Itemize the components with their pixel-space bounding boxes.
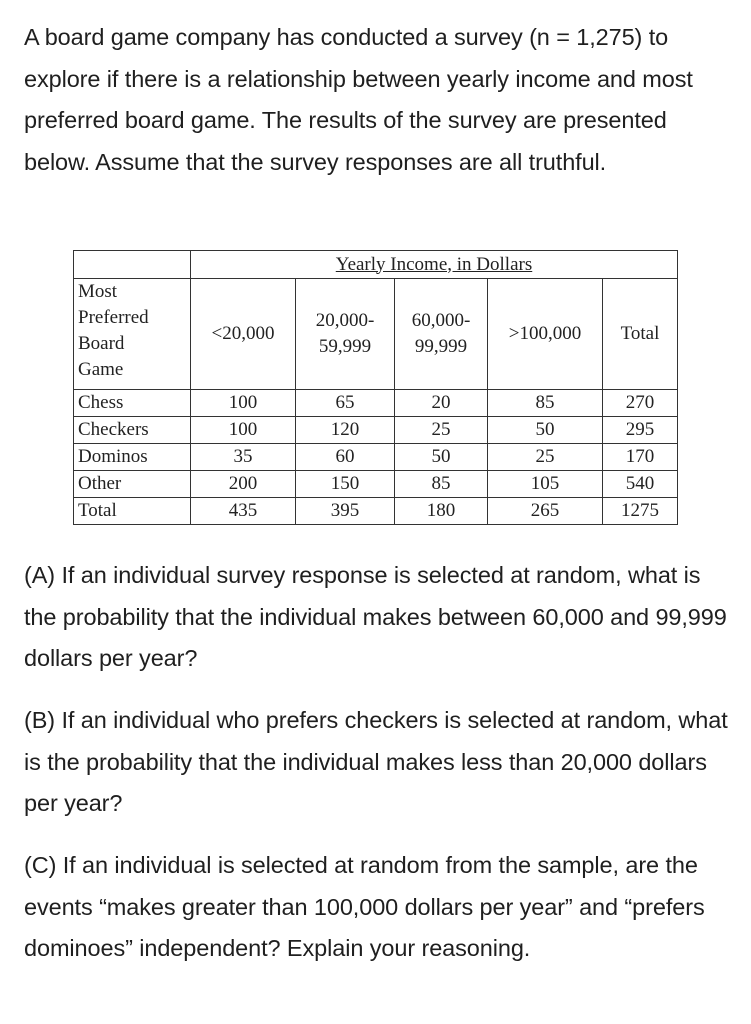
table-cell: 20 (395, 390, 488, 417)
table-cell: 170 (603, 444, 678, 471)
question-a: (A) If an individual survey response is selected at random, what is the probability that the individual makes between 60,000 and 99,999 dollars per year? (24, 562, 727, 671)
column-header-60k-99k (395, 279, 488, 390)
table-cell: 435 (191, 498, 296, 525)
table-cell: 1275 (603, 498, 678, 525)
table-cell: 270 (603, 390, 678, 417)
table-cell: 35 (191, 444, 296, 471)
column-header-lt20k (191, 279, 296, 390)
row-header-cell (74, 279, 191, 390)
table-title (191, 251, 678, 279)
row-header-line: Board (78, 333, 125, 354)
table-cell: 50 (488, 417, 603, 444)
row-label: Other (74, 471, 191, 498)
table-cell: 395 (296, 498, 395, 525)
table-title-row (74, 251, 678, 279)
column-header-20k-59k (296, 279, 395, 390)
table-cell: 85 (488, 390, 603, 417)
table-cell: 65 (296, 390, 395, 417)
table-cell: 540 (603, 471, 678, 498)
table-cell: 100 (191, 417, 296, 444)
column-header-text: <20,000 (211, 323, 275, 344)
intro-paragraph: A board game company has conducted a survey (n = 1,275) to explore if there is a relationship between yearly income and most preferred board game. The results of the survey are presented below. Assume that the survey responses are all truthful. (24, 24, 693, 175)
table-cell: 25 (488, 444, 603, 471)
table-title-text: Yearly Income, in Dollars (335, 253, 533, 275)
column-header-text: 20,000- (315, 310, 375, 331)
row-label: Total (74, 498, 191, 525)
column-header-text: Total (620, 323, 660, 344)
row-header-line: Preferred (78, 307, 149, 328)
table-row-total (74, 498, 678, 525)
table-cell: 120 (296, 417, 395, 444)
column-header-text: 99,999 (414, 336, 468, 357)
column-header-text: 60,000- (411, 310, 471, 331)
table-row (74, 417, 678, 444)
row-label: Checkers (74, 417, 191, 444)
table-cell: 60 (296, 444, 395, 471)
survey-table-container (73, 250, 678, 525)
row-label: Chess (74, 390, 191, 417)
row-label: Dominos (74, 444, 191, 471)
table-row (74, 390, 678, 417)
table-cell: 180 (395, 498, 488, 525)
question-b: (B) If an individual who prefers checkers is selected at random, what is the probability that the individual makes less than 20,000 dollars per year? (24, 707, 728, 816)
table-cell: 150 (296, 471, 395, 498)
column-header-text: >100,000 (508, 323, 582, 344)
table-row (74, 444, 678, 471)
column-header-gt100k (488, 279, 603, 390)
column-header-text: 59,999 (318, 336, 372, 357)
table-cell: 295 (603, 417, 678, 444)
column-header-total (603, 279, 678, 390)
row-header-line: Most (78, 281, 118, 302)
table-cell: 85 (395, 471, 488, 498)
table-header-row (74, 279, 678, 390)
question-c: (C) If an individual is selected at random from the sample, are the events “makes greater than 100,000 dollars per year” and “prefers dominoes” independent? Explain your reasoning. (24, 852, 705, 961)
table-cell: 100 (191, 390, 296, 417)
table-cell: 105 (488, 471, 603, 498)
row-header-line: Game (78, 359, 124, 380)
table-row (74, 471, 678, 498)
survey-table (73, 250, 678, 525)
table-cell: 200 (191, 471, 296, 498)
table-cell: 50 (395, 444, 488, 471)
table-cell: 25 (395, 417, 488, 444)
table-cell: 265 (488, 498, 603, 525)
table-corner-cell (74, 251, 191, 279)
